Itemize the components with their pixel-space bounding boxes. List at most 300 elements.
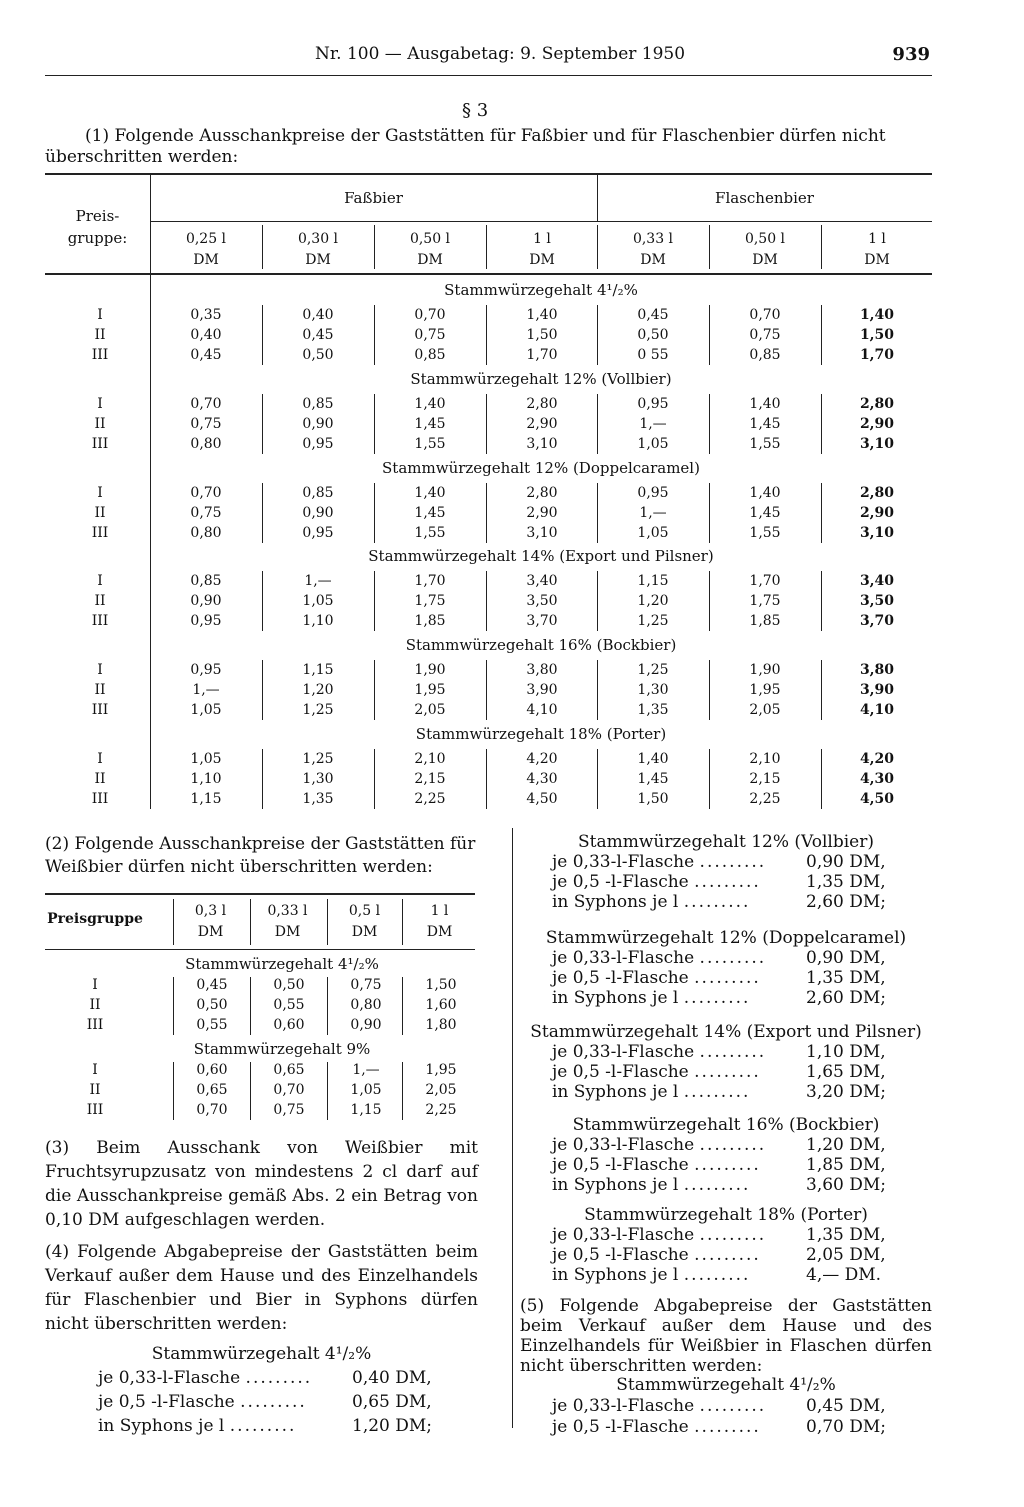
weiss-price-cell: 0,70 (196, 1102, 228, 1118)
column-unit: DM (864, 252, 890, 268)
weiss-cell-divider (173, 1062, 174, 1120)
weiss-price-cell: 0,75 (273, 1102, 305, 1118)
cell-divider (262, 483, 263, 543)
price-cell: 2,25 (749, 791, 781, 807)
price-list-item (98, 1392, 307, 1412)
weiss-price-cell: 0,75 (350, 977, 382, 993)
cell-divider (597, 483, 598, 543)
cell-divider (486, 660, 487, 720)
column-header-1 (262, 229, 374, 271)
weiss-cell-divider (402, 1062, 403, 1120)
price-group-label: II (94, 327, 106, 343)
item-label: in Syphons je l (98, 1416, 225, 1436)
weiss-top-rule (45, 893, 475, 895)
section-title: Stammwürzegehalt 4¹/₂% (444, 281, 638, 299)
weiss-price-cell: 1,15 (350, 1102, 382, 1118)
item-dots: ......... (694, 1417, 761, 1437)
item-label: je 0,5 -l-Flasche (552, 1245, 689, 1265)
price-cell: 0,80 (190, 436, 222, 452)
price-cell: 1,15 (637, 573, 669, 589)
price-cell: 1,50 (526, 327, 558, 343)
price-cell: 4,30 (859, 771, 895, 787)
price-cell: 2,15 (414, 771, 446, 787)
item-price: 2,60 DM; (806, 892, 887, 912)
price-cell: 2,80 (859, 485, 895, 501)
price-group-label: III (91, 436, 109, 452)
price-list-item (552, 1245, 761, 1265)
item-dots: ......... (683, 988, 751, 1008)
cell-divider (374, 305, 375, 365)
item-label: in Syphons je l (552, 988, 679, 1008)
column-unit: DM (426, 924, 453, 940)
price-list-item (552, 1396, 766, 1416)
item-label: je 0,33-l-Flasche (98, 1368, 241, 1388)
price-list-item (98, 1416, 296, 1436)
item-label: je 0,5 -l-Flasche (552, 1062, 689, 1082)
weiss-cell-divider (173, 977, 174, 1035)
header-col-divider (262, 225, 263, 269)
column-unit: DM (197, 924, 224, 940)
price-cell: 1,50 (859, 327, 895, 343)
price-cell: 4,50 (859, 791, 895, 807)
price-cell: 1,05 (190, 751, 222, 767)
price-cell: 1,85 (414, 613, 446, 629)
item-price: 1,20 DM; (352, 1416, 433, 1436)
item-label: je 0,5 -l-Flasche (98, 1392, 235, 1412)
column-size: 0,25 l (185, 231, 227, 247)
price-list-item (98, 1368, 312, 1388)
price-cell: 1,— (304, 573, 332, 589)
page-header (0, 44, 1024, 66)
item-price: 1,10 DM, (806, 1042, 886, 1062)
price-list-item (552, 1175, 750, 1195)
item-label: je 0,5 -l-Flasche (552, 1417, 689, 1437)
fassbier-header: Faßbier (344, 189, 403, 207)
cell-divider (709, 305, 710, 365)
cell-divider (821, 660, 822, 720)
cell-divider (821, 571, 822, 631)
item-price: 1,20 DM, (806, 1135, 886, 1155)
price-cell: 3,10 (859, 436, 895, 452)
paragraph-4: (4) Folgende Abgabepreise der Gaststätten beim Verkauf außer dem Hause und des Einzelhandels für Flaschenbier und Bier in Syphons dürfen nicht überschritten werden: (45, 1242, 478, 1334)
price-cell: 1,05 (302, 593, 334, 609)
weiss-price-cell: 1,— (352, 1062, 380, 1078)
price-cell: 2,80 (526, 396, 558, 412)
price-cell: 0,50 (637, 327, 669, 343)
price-cell: 1,— (639, 505, 667, 521)
item-label: in Syphons je l (552, 892, 679, 912)
section-title: Stammwürzegehalt 16% (Bockbier) (405, 636, 677, 654)
item-dots: ......... (683, 1175, 751, 1195)
weiss-cell-divider (327, 1062, 328, 1120)
price-list-title: Stammwürzegehalt 4¹/₂% (151, 1344, 372, 1364)
price-cell: 1,— (192, 682, 220, 698)
cell-divider (709, 483, 710, 543)
price-cell: 2,80 (859, 396, 895, 412)
price-list-item (552, 988, 750, 1008)
item-dots: ......... (699, 1225, 767, 1245)
weiss-column-header-2 (327, 901, 402, 943)
item-label: je 0,33-l-Flasche (552, 1225, 695, 1245)
price-cell: 1,35 (637, 702, 669, 718)
price-list-item (552, 968, 761, 988)
weiss-price-group: II (89, 1082, 101, 1098)
price-cell: 1,35 (302, 791, 334, 807)
price-cell: 0,90 (302, 416, 334, 432)
price-cell: 0,45 (637, 307, 669, 323)
price-cell: 1,45 (414, 416, 446, 432)
item-price: 0,70 DM; (806, 1417, 887, 1437)
item-price: 0,90 DM, (806, 948, 886, 968)
price-cell: 1,55 (749, 525, 781, 541)
weiss-price-cell: 0,55 (196, 1017, 228, 1033)
weiss-price-cell: 1,60 (425, 997, 457, 1013)
price-cell: 1,95 (749, 682, 781, 698)
price-list-title: Stammwürzegehalt 16% (Bockbier) (572, 1115, 880, 1135)
header-rule (45, 75, 932, 76)
item-label: je 0,33-l-Flasche (552, 852, 695, 872)
column-unit: DM (305, 252, 331, 268)
weiss-group-header: Preisgruppe (47, 911, 143, 927)
item-price: 0,90 DM, (806, 852, 886, 872)
price-cell: 1,25 (637, 662, 669, 678)
column-size: 0,33 l (267, 903, 308, 919)
cell-divider (709, 571, 710, 631)
price-cell: 0,70 (749, 307, 781, 323)
price-cell: 1,10 (302, 613, 334, 629)
price-cell: 1,75 (414, 593, 446, 609)
paragraph-5: (5) Folgende Abgabepreise der Gaststätten beim Verkauf außer dem Hause und des Einzelhandels für Weißbier in Flaschen dürfen nicht überschritten werden: (520, 1296, 932, 1376)
price-cell: 4,20 (526, 751, 558, 767)
column-unit: DM (752, 252, 778, 268)
weiss-price-cell: 0,55 (273, 997, 305, 1013)
price-list-item (552, 892, 750, 912)
price-cell: 0,35 (190, 307, 222, 323)
section-title: Stammwürzegehalt 12% (Vollbier) (410, 370, 672, 388)
header-bottom-rule (45, 273, 932, 275)
price-cell: 0,95 (637, 485, 669, 501)
cell-divider (821, 483, 822, 543)
item-label: in Syphons je l (552, 1265, 679, 1285)
price-cell: 0,95 (302, 436, 334, 452)
cell-divider (821, 305, 822, 365)
item-dots: ......... (245, 1368, 313, 1388)
price-cell: 0,40 (302, 307, 334, 323)
weiss-section-title: Stammwürzegehalt 9% (193, 1040, 371, 1058)
price-group-label: I (97, 485, 103, 501)
price-group-label: I (97, 662, 103, 678)
price-cell: 3,50 (859, 593, 895, 609)
price-cell: 1,70 (526, 347, 558, 363)
price-cell: 3,10 (526, 436, 558, 452)
price-group-label: III (91, 525, 109, 541)
cell-divider (597, 749, 598, 809)
price-cell: 0,85 (749, 347, 781, 363)
price-cell: 0,70 (414, 307, 446, 323)
header-col-divider (486, 225, 487, 269)
price-cell: 0,95 (637, 396, 669, 412)
header-col-divider (374, 225, 375, 269)
column-size: 1 l (533, 231, 551, 247)
price-list-item (552, 1082, 750, 1102)
price-cell: 0,75 (190, 416, 222, 432)
weiss-cell-divider (250, 1062, 251, 1120)
item-dots: ......... (699, 1042, 767, 1062)
weiss-price-cell: 1,05 (350, 1082, 382, 1098)
price-cell: 1,40 (526, 307, 558, 323)
column-header-3 (486, 229, 598, 271)
price-list-title: Stammwürzegehalt 12% (Doppelcaramel) (545, 928, 907, 948)
price-cell: 1,50 (637, 791, 669, 807)
price-cell: 1,90 (749, 662, 781, 678)
price-cell: 0,80 (190, 525, 222, 541)
issue-line: Nr. 100 — Ausgabetag: 9. September 1950 (315, 44, 686, 64)
cell-divider (709, 660, 710, 720)
price-cell: 0,85 (302, 485, 334, 501)
cell-divider (821, 749, 822, 809)
price-cell: 0,85 (414, 347, 446, 363)
column-size: 0,50 l (744, 231, 786, 247)
price-group-label: I (97, 573, 103, 589)
price-cell: 1,10 (190, 771, 222, 787)
price-cell: 2,90 (859, 505, 895, 521)
price-group-label: I (97, 307, 103, 323)
column-header-0 (150, 229, 262, 271)
price-list-item (552, 1417, 761, 1437)
weiss-column-header-3 (402, 901, 477, 943)
price-cell: 0 55 (637, 347, 669, 363)
item-dots: ......... (694, 968, 761, 988)
price-cell: 1,85 (749, 613, 781, 629)
price-list-item (552, 948, 766, 968)
cell-divider (486, 749, 487, 809)
item-label: in Syphons je l (552, 1082, 679, 1102)
price-cell: 1,30 (637, 682, 669, 698)
header-col-divider (821, 225, 822, 269)
table-top-rule (45, 173, 932, 175)
price-cell: 3,10 (526, 525, 558, 541)
price-cell: 4,10 (526, 702, 558, 718)
price-cell: 0,85 (302, 396, 334, 412)
price-cell: 3,10 (859, 525, 895, 541)
cell-divider (262, 749, 263, 809)
price-group-label: II (94, 771, 106, 787)
price-group-label: I (97, 751, 103, 767)
weiss-header-divider (250, 899, 251, 945)
weiss-price-cell: 0,65 (273, 1062, 305, 1078)
weiss-header-divider (402, 899, 403, 945)
price-cell: 3,70 (526, 613, 558, 629)
cell-divider (374, 660, 375, 720)
item-label: je 0,33-l-Flasche (552, 1135, 695, 1155)
cell-divider (486, 483, 487, 543)
price-cell: 1,25 (302, 702, 334, 718)
cell-divider (374, 571, 375, 631)
price-cell: 0,45 (302, 327, 334, 343)
item-price: 4,— DM. (806, 1265, 882, 1285)
cell-divider (374, 749, 375, 809)
cell-divider (821, 394, 822, 454)
cell-divider (262, 394, 263, 454)
cell-divider (709, 749, 710, 809)
price-cell: 0,90 (302, 505, 334, 521)
item-dots: ......... (694, 1062, 761, 1082)
price-cell: 3,90 (859, 682, 895, 698)
price-cell: 4,50 (526, 791, 558, 807)
price-list-item (552, 852, 766, 872)
flaschenbier-header: Flaschenbier (715, 189, 814, 207)
weiss-price-cell: 1,80 (425, 1017, 457, 1033)
column-size: 0,50 l (409, 231, 451, 247)
price-cell: 2,25 (414, 791, 446, 807)
price-list-title: Stammwürzegehalt 14% (Export und Pilsner) (530, 1022, 922, 1042)
item-label: je 0,33-l-Flasche (552, 948, 695, 968)
column-header-5 (709, 229, 821, 271)
weiss-price-cell: 0,65 (196, 1082, 228, 1098)
price-cell: 1,45 (414, 505, 446, 521)
price-cell: 3,80 (526, 662, 558, 678)
weiss-price-cell: 2,05 (425, 1082, 457, 1098)
weiss-price-group: III (86, 1102, 104, 1118)
item-label: je 0,5 -l-Flasche (552, 968, 689, 988)
price-cell: 1,05 (190, 702, 222, 718)
price-group-label: III (91, 347, 109, 363)
cell-divider (262, 571, 263, 631)
price-cell: 0,85 (190, 573, 222, 589)
column-unit: DM (274, 924, 301, 940)
item-dots: ......... (694, 872, 761, 892)
price-cell: 1,45 (637, 771, 669, 787)
item-dots: ......... (229, 1416, 297, 1436)
item-dots: ......... (694, 1245, 761, 1265)
price-cell: 2,10 (749, 751, 781, 767)
price-list-item (552, 1042, 766, 1062)
price-cell: 1,15 (302, 662, 334, 678)
column-size: 1 l (868, 231, 886, 247)
price-cell: 1,20 (637, 593, 669, 609)
item-dots: ......... (699, 1135, 767, 1155)
column-header-4 (597, 229, 709, 271)
item-dots: ......... (683, 892, 751, 912)
beer-price-table (45, 173, 932, 809)
item-label: in Syphons je l (552, 1175, 679, 1195)
weiss-price-cell: 2,25 (425, 1102, 457, 1118)
table-vline-split (597, 173, 598, 221)
weiss-price-cell: 0,60 (196, 1062, 228, 1078)
price-cell: 2,80 (526, 485, 558, 501)
item-label: je 0,5 -l-Flasche (552, 872, 689, 892)
price-cell: 1,45 (749, 416, 781, 432)
weiss-header-divider (173, 899, 174, 945)
price-cell: 4,10 (859, 702, 895, 718)
price-group-header-line1: Preis- (75, 207, 120, 225)
price-cell: 2,10 (414, 751, 446, 767)
column-size: 0,5 l (348, 903, 381, 919)
paragraph-3: (3) Beim Ausschank von Weißbier mit Fruchtsyrupzusatz von mindestens 2 cl darf auf die Ausschankpreise gemäß Abs. 2 ein Betrag von 0,10 DM aufgeschlagen werden. (45, 1138, 478, 1230)
weiss-price-cell: 0,45 (196, 977, 228, 993)
weiss-price-cell: 1,50 (425, 977, 457, 993)
item-dots: ......... (240, 1392, 307, 1412)
weiss-column-header-0 (173, 901, 248, 943)
price-cell: 1,70 (749, 573, 781, 589)
price-cell: 1,— (639, 416, 667, 432)
price-list-item (552, 1062, 761, 1082)
weiss-price-cell: 0,90 (350, 1017, 382, 1033)
price-list-item (552, 1135, 766, 1155)
column-unit: DM (417, 252, 443, 268)
header-col-divider (597, 225, 598, 269)
weiss-cell-divider (250, 977, 251, 1035)
price-group-label: II (94, 505, 106, 521)
item-price: 3,60 DM; (806, 1175, 887, 1195)
weiss-cell-divider (402, 977, 403, 1035)
column-size: 0,3 l (194, 903, 227, 919)
cell-divider (486, 305, 487, 365)
weissbier-table (45, 893, 475, 1123)
price-cell: 0,95 (302, 525, 334, 541)
price-cell: 1,40 (414, 396, 446, 412)
column-header-2 (374, 229, 486, 271)
price-cell: 0,40 (190, 327, 222, 343)
price-group-header (45, 205, 150, 249)
item-dots: ......... (683, 1082, 751, 1102)
price-group-label: III (91, 702, 109, 718)
price-cell: 1,15 (190, 791, 222, 807)
price-cell: 4,20 (859, 751, 895, 767)
price-cell: 1,40 (637, 751, 669, 767)
weiss-header-rule (45, 949, 475, 950)
weiss-price-group: II (89, 997, 101, 1013)
price-cell: 0,75 (414, 327, 446, 343)
price-cell: 0,95 (190, 613, 222, 629)
price-cell: 1,40 (859, 307, 895, 323)
column-size: 1 l (430, 903, 449, 919)
paragraph-2: (2) Folgende Ausschankpreise der Gaststätten für Weißbier dürfen nicht überschritten werden: (45, 834, 476, 877)
price-cell: 1,40 (749, 396, 781, 412)
price-list-title: Stammwürzegehalt 4¹/₂% (616, 1375, 836, 1395)
item-label: je 0,5 -l-Flasche (552, 1155, 689, 1175)
price-list-title: Stammwürzegehalt 12% (Vollbier) (578, 832, 874, 852)
column-unit: DM (351, 924, 378, 940)
subheader-rule (150, 221, 932, 222)
price-cell: 1,70 (859, 347, 895, 363)
column-unit: DM (529, 252, 555, 268)
price-cell: 1,40 (749, 485, 781, 501)
weiss-price-cell: 0,50 (273, 977, 305, 993)
column-unit: DM (193, 252, 219, 268)
weiss-price-group: III (86, 1017, 104, 1033)
cell-divider (374, 394, 375, 454)
weiss-header-divider (327, 899, 328, 945)
price-group-label: II (94, 682, 106, 698)
price-cell: 1,30 (302, 771, 334, 787)
column-header-6 (821, 229, 933, 271)
price-cell: 4,30 (526, 771, 558, 787)
price-cell: 0,50 (302, 347, 334, 363)
item-price: 1,35 DM, (806, 1225, 886, 1245)
price-group-label: III (91, 613, 109, 629)
price-cell: 0,70 (190, 396, 222, 412)
price-list-item (552, 1155, 761, 1175)
cell-divider (597, 660, 598, 720)
cell-divider (597, 305, 598, 365)
price-cell: 1,25 (637, 613, 669, 629)
price-cell: 1,25 (302, 751, 334, 767)
weiss-price-cell: 0,60 (273, 1017, 305, 1033)
price-cell: 1,70 (414, 573, 446, 589)
price-cell: 2,90 (526, 505, 558, 521)
price-list-item (552, 1265, 750, 1285)
